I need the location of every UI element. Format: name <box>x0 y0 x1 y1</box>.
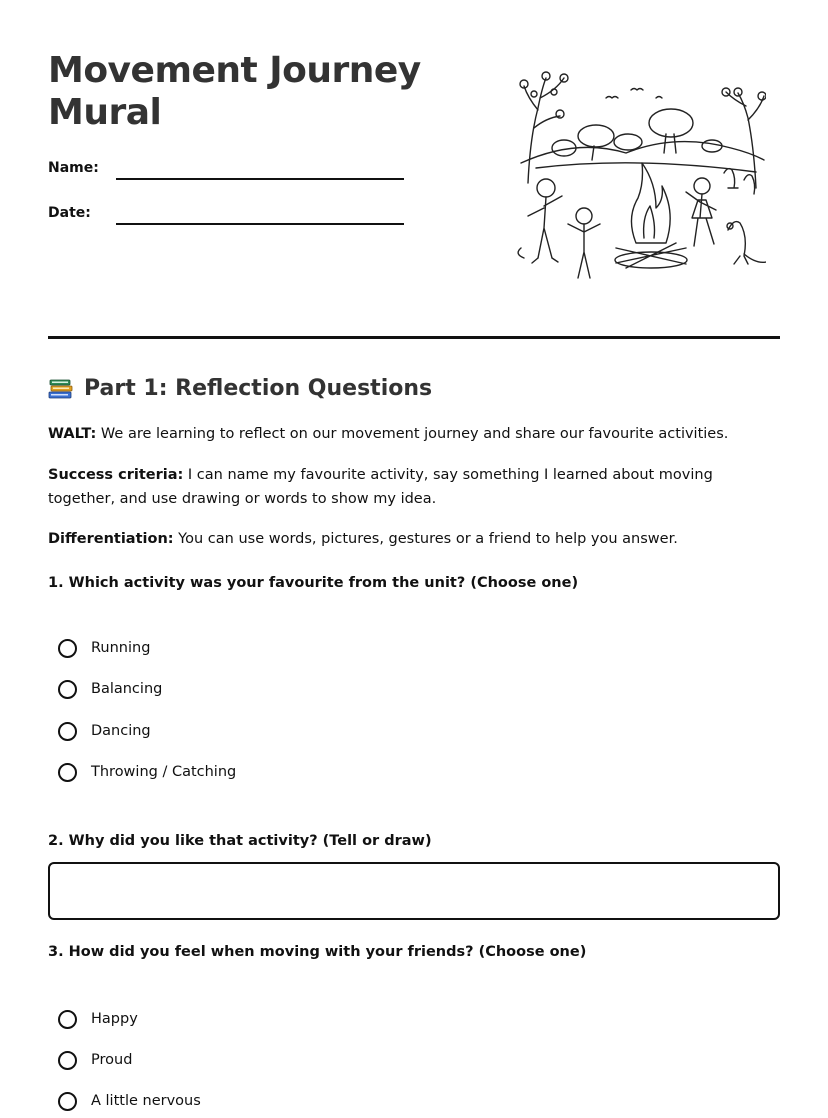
radio-button[interactable] <box>58 1010 77 1029</box>
question-3: 3. How did you feel when moving with your friends? (Choose one) <box>48 944 587 960</box>
differentiation-paragraph <box>48 527 780 551</box>
radio-button[interactable] <box>58 680 77 699</box>
option-label: Balancing <box>91 681 163 697</box>
question-2: 2. Why did you like that activity? (Tell or draw) <box>48 833 432 849</box>
question-1: 1. Which activity was your favourite from the unit? (Choose one) <box>48 575 579 591</box>
name-field-row <box>48 158 408 182</box>
part1-title: Part 1: Reflection Questions <box>84 376 433 401</box>
radio-button[interactable] <box>58 722 77 741</box>
radio-button[interactable] <box>58 639 77 658</box>
q3-option-happy[interactable] <box>58 1006 138 1032</box>
option-label: Throwing / Catching <box>91 764 237 780</box>
option-label: Proud <box>91 1052 133 1068</box>
option-label: Happy <box>91 1011 138 1027</box>
campfire-bush-scene-illustration <box>516 68 766 288</box>
differentiation-label: Differentiation: <box>48 531 174 547</box>
radio-button[interactable] <box>58 1051 77 1070</box>
success-criteria-label: Success criteria: <box>48 467 184 483</box>
page-title <box>48 50 468 134</box>
name-label: Name: <box>48 160 99 176</box>
radio-button[interactable] <box>58 763 77 782</box>
q1-option-running[interactable] <box>58 635 150 661</box>
title-line-2: Mural <box>48 92 162 133</box>
walt-text: We are learning to reflect on our movement journey and share our favourite activities. <box>96 426 729 442</box>
q1-option-throwing-catching[interactable] <box>58 759 236 785</box>
option-label: Dancing <box>91 723 151 739</box>
q1-option-balancing[interactable] <box>58 676 162 702</box>
section-divider <box>48 336 780 339</box>
date-input-line[interactable] <box>116 223 404 225</box>
walt-label: WALT: <box>48 426 97 442</box>
differentiation-text: You can use words, pictures, gestures or a friend to help you answer. <box>173 531 678 547</box>
walt-paragraph <box>48 422 780 446</box>
name-input-line[interactable] <box>116 178 404 180</box>
part1-heading <box>48 374 432 404</box>
q1-option-dancing[interactable] <box>58 718 151 744</box>
date-field-row <box>48 203 408 227</box>
success-criteria-paragraph <box>48 463 780 511</box>
q3-option-proud[interactable] <box>58 1047 132 1073</box>
radio-button[interactable] <box>58 1092 77 1111</box>
option-label: A little nervous <box>91 1093 201 1109</box>
success-criteria-text: I can name my favourite activity, say something I learned about moving together, and use drawing or words to show my idea. <box>48 467 713 507</box>
q2-answer-box[interactable] <box>48 862 780 920</box>
title-line-1: Movement Journey <box>48 50 421 91</box>
q3-option-a-little-nervous[interactable] <box>58 1088 201 1114</box>
date-label: Date: <box>48 205 91 221</box>
books-icon <box>48 377 74 401</box>
option-label: Running <box>91 640 151 656</box>
